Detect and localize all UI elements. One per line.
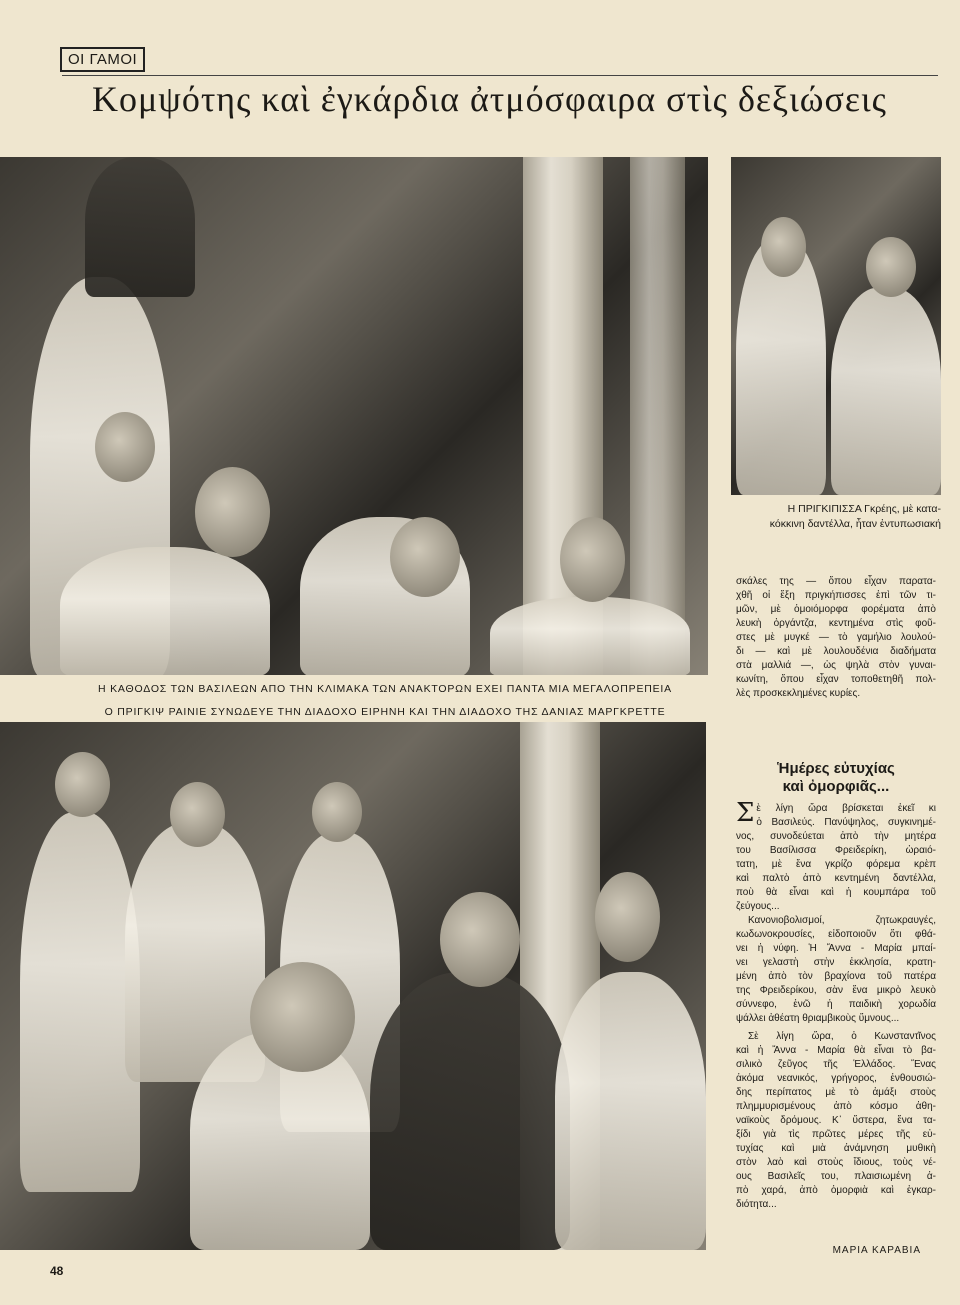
text-line: ψάλλει ἀθέατη θριαμβικοὺς ὕμνους... (736, 1013, 900, 1024)
text-line: νος, συνοδεύεται ἀπὸ τὴν μητέρα (736, 831, 936, 842)
text-line: ποὺ θὰ εἶναι καὶ ἡ κουμπάρα τοῦ (736, 887, 936, 898)
text-line: σύννεφο, ἐνῶ ἡ παιδικὴ χορωδία (736, 999, 936, 1010)
text-line: του Βασίλισσα Φρειδερίκη, ὡραιό- (736, 845, 936, 856)
text-line: ὁ Βασιλεύς. Πανύψηλος, συγκινημέ- (756, 817, 936, 828)
text-line: ζεύγους... (736, 901, 780, 912)
subheading-line: καὶ ὀμορφιᾶς... (782, 778, 890, 795)
page-number: 48 (50, 1264, 64, 1278)
text-line: χθῆ οἱ ἔξη πριγκήπισσες ἐπὶ τῶν τι- (736, 590, 936, 601)
text-line: ὲ λίγη ὥρα βρίσκεται ἐκεῖ κι (756, 803, 936, 814)
subheading (731, 760, 941, 796)
text-line: καὶ παλτὸ ἀπὸ κεντημένη δαντέλλα, (736, 873, 936, 884)
article-paragraph-1 (736, 575, 936, 701)
text-line: στὸν λαὸ καὶ στοὺς ἴδιους, τοὺς νέ- (736, 1157, 936, 1168)
article-paragraph-4 (736, 1030, 936, 1212)
text-line: νει γελαστὴ στὴν ἐκκλησία, κρατη- (736, 957, 936, 968)
text-line: λὲς προσκεκλημένες κυρίες. (736, 688, 861, 699)
text-line: δι — καὶ μὲ λουλουδένια διαδήματα (736, 646, 936, 657)
section-label: ΟΙ ΓΑΜΟΙ (60, 47, 145, 72)
article-paragraph-3 (736, 914, 936, 1026)
text-line: Κανονιοβολισμοί, ζητωκραυγές, (748, 915, 936, 926)
caption-bottom-photo: Ο ΠΡΙΓΚΙΨ ΡΑΙΝΙΕ ΣΥΝΩΔΕΥΕ ΤΗΝ ΔΙΑΔΟΧΟ ΕΙΡΗΝΗ ΚΑΙ ΤΗΝ ΔΙΑΔΟΧΟ ΤΗΣ ΔΑΝΙΑΣ ΜΑΡΓΚΡΕΤΤΕ (104, 706, 666, 718)
text-line: λευκὴ ὀργάντζα, κεντημένα στὶς φοῦ- (736, 618, 936, 629)
photo-royal-descent (0, 157, 708, 675)
text-line: καὶ ἡ Ἄννα - Μαρία θὰ εἶναι τὸ βα- (736, 1045, 936, 1056)
text-line: δης περίπατος μὲ τὸ ἀμάξι στοὺς (736, 1087, 936, 1098)
text-line: ἀκόμα νεανικός, γρήγορος, ἐνθουσιώ- (736, 1073, 936, 1084)
text-line: πὸ χαρά, ἀπὸ ὀμορφιὰ καὶ ἐγκαρ- (736, 1185, 936, 1196)
photo-princess-grace (731, 157, 941, 495)
text-line: ναϊκοὺς δρόμους. Κ᾿ ὕστερα, ἕνα τα- (736, 1115, 936, 1126)
text-line: ους Βασιλεῖς του, πλαισιωμένη ἀ- (736, 1171, 936, 1182)
text-line: μῶν, μὲ ὁμοιόμορφα φορέματα ἀπὸ (736, 604, 936, 615)
text-line: ξίδι γιὰ τὶς πρῶτες μέρες τῆς εὐ- (736, 1129, 936, 1140)
text-line: τατη, μὲ ἕνα γκρίζο φόρεμα κρὲπ (736, 859, 936, 870)
text-line: κωνίτη, ὅπου εἶχαν τοποθετηθῆ πολ- (736, 674, 936, 685)
photo-prince-rainier (0, 722, 706, 1250)
text-line: τυχίας καὶ μιὰ ἀνάμνηση μυθικὴ (736, 1143, 936, 1154)
text-line: στες μὲ μυγκέ — τὸ γαμήλιο λουλού- (736, 632, 936, 643)
caption-line: κόκκινη δαντέλλα, ἦταν ἐντυπωσιακή (769, 518, 941, 530)
text-line: πλημμυρισμένους ἀπὸ κόσμο ἀθη- (736, 1101, 936, 1112)
author-byline: ΜΑΡΙΑ ΚΑΡΑΒΙΑ (832, 1245, 921, 1256)
text-line: διότητα... (736, 1199, 777, 1210)
caption-side-photo (731, 502, 941, 532)
subheading-line: Ἡμέρες εὐτυχίας (777, 760, 895, 777)
drop-cap: Σ (736, 798, 755, 828)
article-paragraph-2 (736, 798, 936, 914)
caption-line: Η ΠΡΙΓΚΙΠΙΣΣΑ Γκρέης, μὲ κατα- (787, 503, 941, 515)
caption-top-photo: Η ΚΑΘΟΔΟΣ ΤΩΝ ΒΑΣΙΛΕΩΝ ΑΠΟ ΤΗΝ ΚΛΙΜΑΚΑ ΤΩΝ ΑΝΑΚΤΟΡΩΝ ΕΧΕΙ ΠΑΝΤΑ ΜΙΑ ΜΕΓΑΛΟΠΡΕΠΕΙΑ (98, 683, 672, 695)
headline: Κομψότης καὶ ἐγκάρδια ἀτμόσφαιρα στὶς δεξιώσεις (92, 79, 887, 119)
text-line: μένη ἀπὸ τὸν βραχίονα τοῦ πατέρα (736, 971, 936, 982)
text-line: νει ἡ νύφη. Ἡ Ἄννα - Μαρία μπαί- (736, 943, 936, 954)
text-line: κωδωνοκρουσίες, εἰδοποιοῦν ὅτι φθά- (736, 929, 936, 940)
text-line: Σὲ λίγη ὥρα, ὁ Κωνσταντῖνος (748, 1031, 936, 1042)
text-line: σκάλες της — ὅπου εἶχαν παρατα- (736, 576, 936, 587)
text-line: της Φρειδερίκου, σὰν ἕνα μικρὸ λευκὸ (736, 985, 936, 996)
text-line: σιλικὸ ζεῦγος τῆς Ἑλλάδος. Ἕνας (736, 1059, 936, 1070)
section-rule (62, 75, 938, 76)
text-line: στὰ μαλλιά —, ὡς ψηλὰ στὸν γυναι- (736, 660, 936, 671)
